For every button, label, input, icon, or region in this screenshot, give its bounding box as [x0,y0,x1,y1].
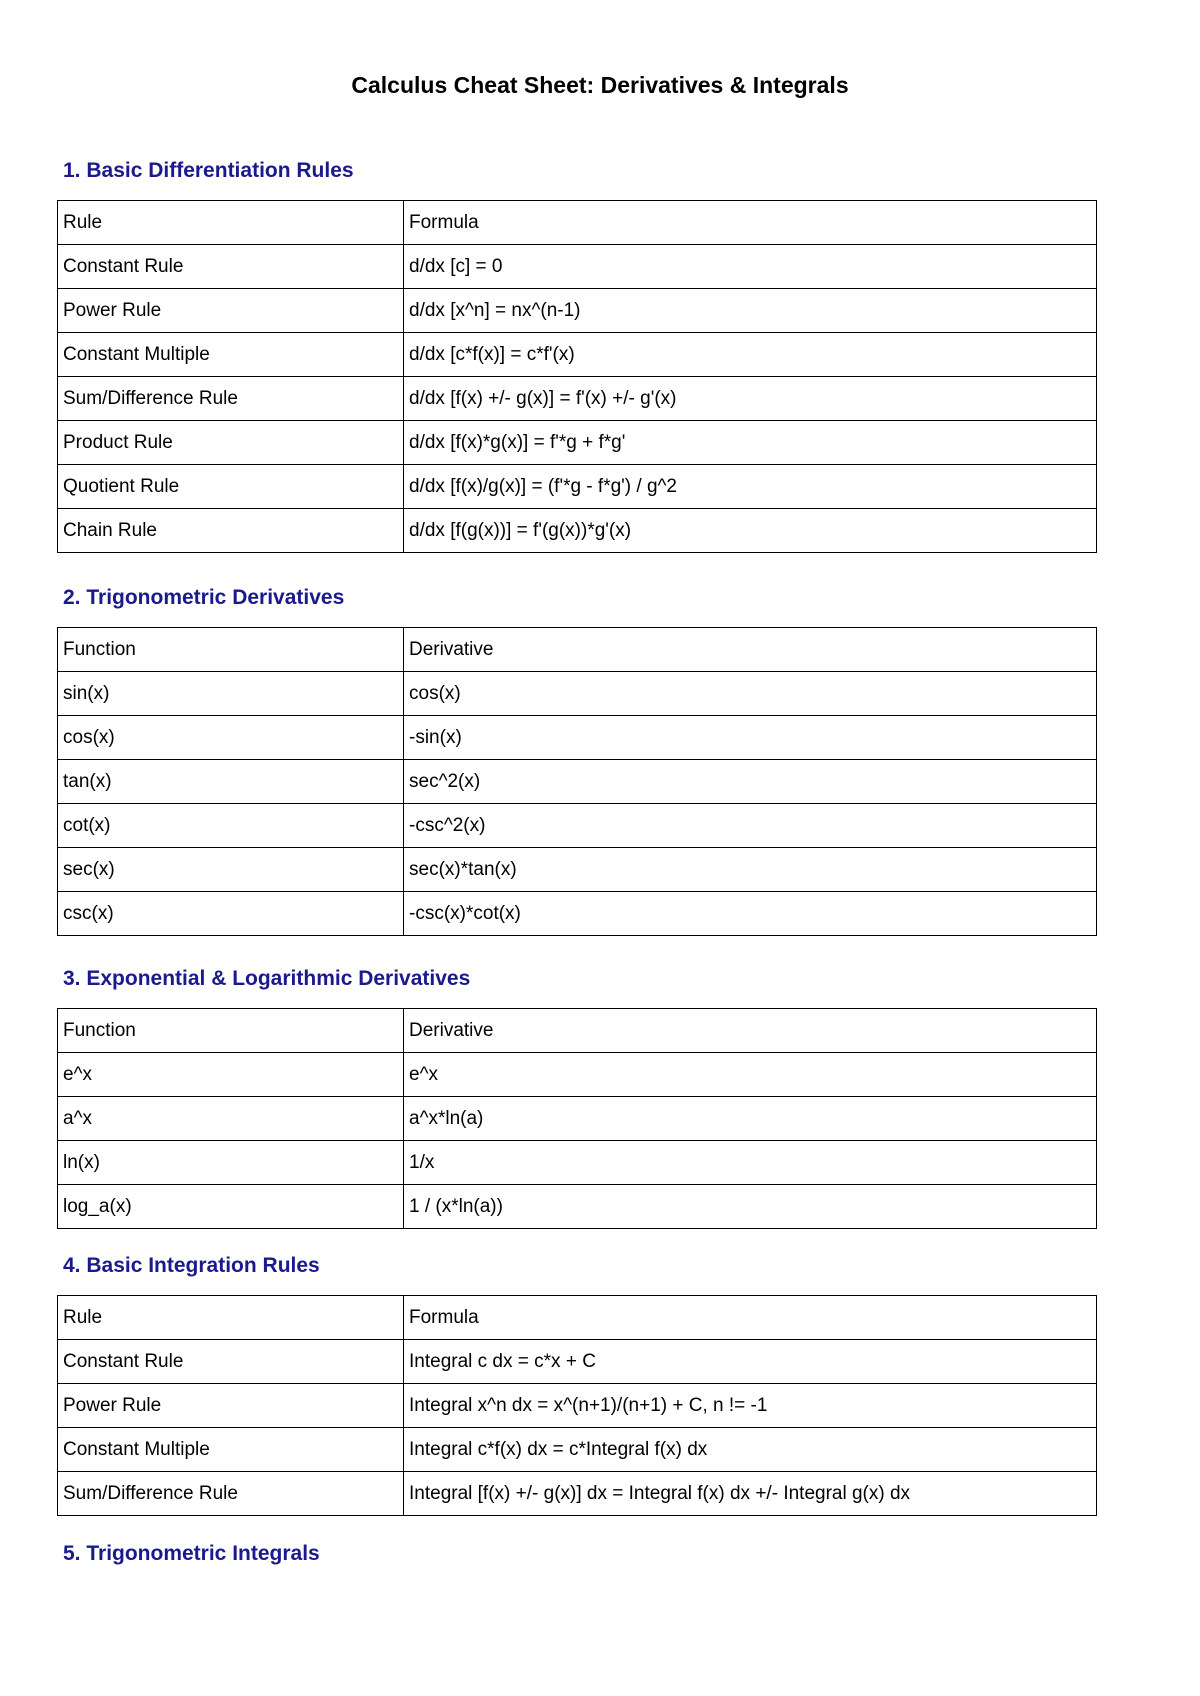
table-cell: csc(x) [58,892,404,936]
table-header-cell: Rule [58,1296,404,1340]
table-cell: log_a(x) [58,1185,404,1229]
table-header-row [58,1009,1097,1053]
table-cell: cos(x) [58,716,404,760]
table-row [58,1384,1097,1428]
table-row [58,1428,1097,1472]
section-heading-trig-integrals: 5. Trigonometric Integrals [63,1542,320,1565]
table-cell: d/dx [c] = 0 [404,245,1097,289]
table-cell: sec(x)*tan(x) [404,848,1097,892]
table-row [58,1141,1097,1185]
table-row [58,892,1097,936]
table-header-row [58,201,1097,245]
table-cell: Integral c*f(x) dx = c*Integral f(x) dx [404,1428,1097,1472]
table-header-row [58,628,1097,672]
table-header-cell: Derivative [404,628,1097,672]
table-cell: Integral [f(x) +/- g(x)] dx = Integral f(x) dx +/- Integral g(x) dx [404,1472,1097,1516]
section-heading-differentiation: 1. Basic Differentiation Rules [63,159,354,182]
table-cell: -sin(x) [404,716,1097,760]
exp-log-derivatives-table [57,1008,1097,1229]
table-header-cell: Derivative [404,1009,1097,1053]
table-header-row [58,1296,1097,1340]
table-header-cell: Function [58,1009,404,1053]
table-cell: -csc^2(x) [404,804,1097,848]
table-cell: Sum/Difference Rule [58,1472,404,1516]
table-cell: a^x*ln(a) [404,1097,1097,1141]
integration-rules-table [57,1295,1097,1516]
table-cell: -csc(x)*cot(x) [404,892,1097,936]
table-cell: 1 / (x*ln(a)) [404,1185,1097,1229]
table-header-cell: Function [58,628,404,672]
table-cell: a^x [58,1097,404,1141]
table-cell: d/dx [f(g(x))] = f'(g(x))*g'(x) [404,509,1097,553]
table-row [58,377,1097,421]
table-row [58,716,1097,760]
table-cell: Constant Rule [58,1340,404,1384]
table-row [58,333,1097,377]
table-cell: Chain Rule [58,509,404,553]
table-cell: 1/x [404,1141,1097,1185]
table-cell: Constant Multiple [58,333,404,377]
table-cell: sec(x) [58,848,404,892]
table-cell: d/dx [f(x) +/- g(x)] = f'(x) +/- g'(x) [404,377,1097,421]
table-cell: Quotient Rule [58,465,404,509]
table-row [58,1472,1097,1516]
table-cell: d/dx [f(x)*g(x)] = f'*g + f*g' [404,421,1097,465]
table-cell: Product Rule [58,421,404,465]
table-cell: d/dx [c*f(x)] = c*f'(x) [404,333,1097,377]
table-row [58,804,1097,848]
table-row [58,1185,1097,1229]
table-row [58,760,1097,804]
table-header-cell: Formula [404,201,1097,245]
table-cell: Power Rule [58,1384,404,1428]
table-cell: ln(x) [58,1141,404,1185]
table-cell: Constant Rule [58,245,404,289]
table-cell: Power Rule [58,289,404,333]
table-row [58,1053,1097,1097]
table-cell: sin(x) [58,672,404,716]
table-cell: Integral x^n dx = x^(n+1)/(n+1) + C, n != -1 [404,1384,1097,1428]
table-cell: e^x [58,1053,404,1097]
table-cell: e^x [404,1053,1097,1097]
section-heading-trig-derivatives: 2. Trigonometric Derivatives [63,586,345,609]
table-cell: Sum/Difference Rule [58,377,404,421]
table-row [58,672,1097,716]
table-row [58,509,1097,553]
table-row [58,465,1097,509]
table-row [58,289,1097,333]
table-cell: cos(x) [404,672,1097,716]
table-cell: tan(x) [58,760,404,804]
table-row [58,245,1097,289]
trig-derivatives-table [57,627,1097,936]
table-header-cell: Formula [404,1296,1097,1340]
table-row [58,848,1097,892]
table-cell: Integral c dx = c*x + C [404,1340,1097,1384]
table-cell: cot(x) [58,804,404,848]
differentiation-rules-table [57,200,1097,553]
table-cell: d/dx [x^n] = nx^(n-1) [404,289,1097,333]
table-cell: sec^2(x) [404,760,1097,804]
table-row [58,421,1097,465]
table-header-cell: Rule [58,201,404,245]
page-title: Calculus Cheat Sheet: Derivatives & Integrals [351,72,849,98]
section-heading-exp-log-derivatives: 3. Exponential & Logarithmic Derivatives [63,967,471,990]
table-cell: d/dx [f(x)/g(x)] = (f'*g - f*g') / g^2 [404,465,1097,509]
table-cell: Constant Multiple [58,1428,404,1472]
table-row [58,1097,1097,1141]
table-row [58,1340,1097,1384]
section-heading-integration-rules: 4. Basic Integration Rules [63,1254,320,1277]
